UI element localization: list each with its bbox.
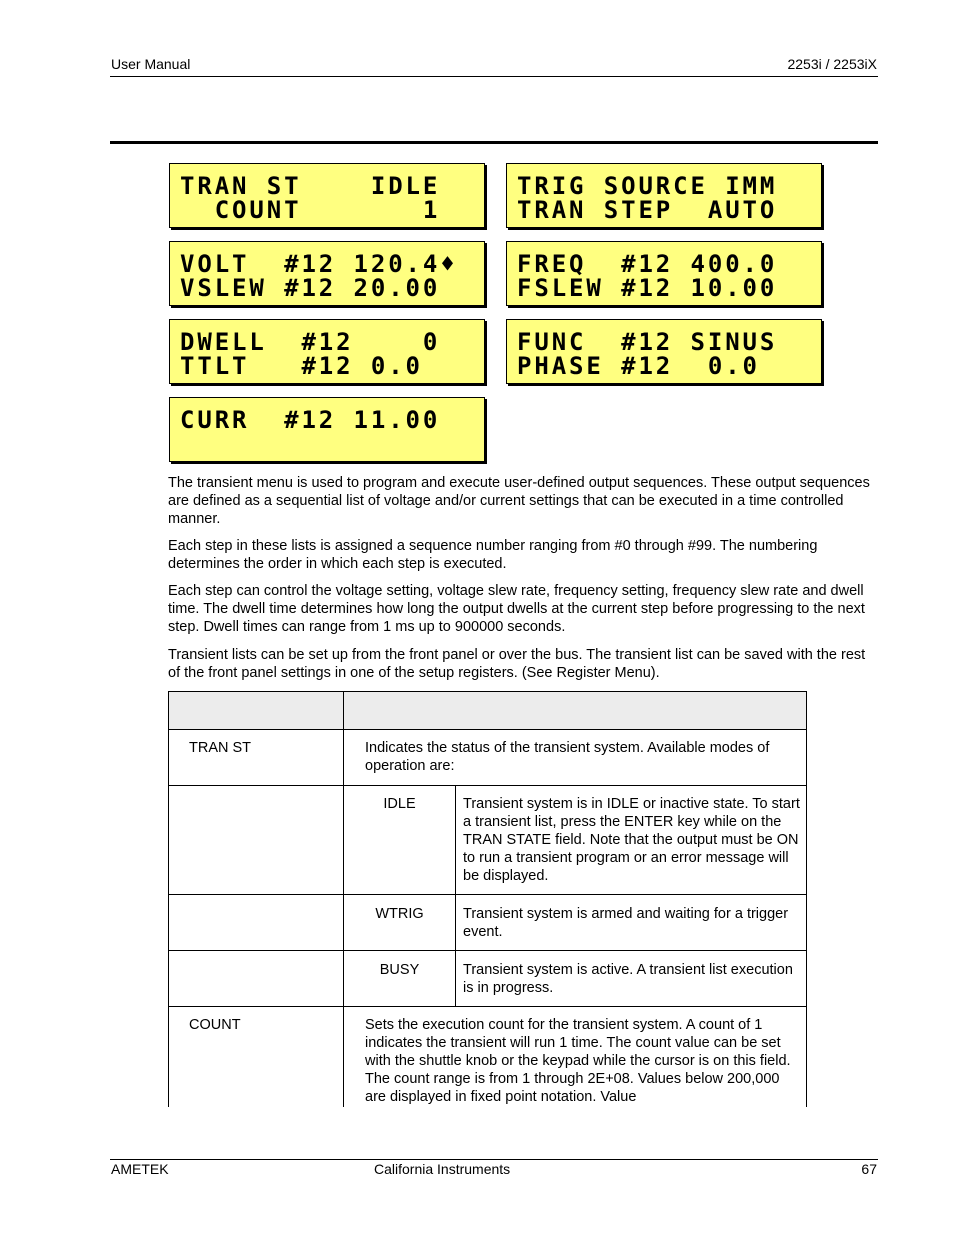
page-number: 67 — [861, 1161, 877, 1177]
lcd-line-2: COUNT 1 — [180, 196, 441, 224]
lcd-line-1: FUNC #12 SINUS — [517, 328, 778, 356]
lcd-line-1: CURR #12 11.00 — [180, 406, 441, 434]
footer-rule — [110, 1159, 878, 1160]
lcd-line-2: FSLEW #12 10.00 — [517, 274, 778, 302]
lcd-screen-func — [506, 319, 822, 384]
lcd-line-1: FREQ #12 400.0 — [517, 250, 778, 278]
lcd-line-2: TRAN STEP AUTO — [517, 196, 778, 224]
lcd-screen-trig-source — [506, 163, 822, 228]
table-divider — [169, 785, 807, 786]
table-entry-description: Sets the execution count for the transient system. A count of 1 indicates the transient will run 1 time. The count value can be set with the shuttle knob or the keypad while the cursor is on this field. The count range is from 1 through 2E+08. Values below 200,000 are displayed in fixed point notation. Value — [365, 1017, 791, 1105]
table-mode-name: IDLE — [383, 796, 416, 812]
table-header-cell — [344, 692, 807, 729]
table-entry-name: TRAN ST — [189, 740, 252, 756]
table-entry-description: Indicates the status of the transient system. Available modes of operation are: — [365, 740, 770, 774]
lcd-line-1: VOLT #12 120.4♦ — [180, 250, 458, 278]
table-mode-description: Transient system is active. A transient list execution is in progress. — [463, 962, 793, 996]
table-divider — [455, 785, 456, 1006]
lcd-line-1: DWELL #12 0 — [180, 328, 441, 356]
table-mode-name: WTRIG — [375, 906, 424, 922]
table-mode-name: BUSY — [379, 962, 420, 978]
body-paragraph: The transient menu is used to program and execute user-defined output sequences. These output sequences are defined as a sequential list of voltage and/or current settings that can be executed in a time controlled manner. — [168, 475, 870, 527]
body-paragraph: Transient lists can be set up from the front panel or over the bus. The transient list can be saved with the rest of the front panel settings in one of the setup registers. (See Register Menu). — [168, 647, 866, 681]
header-model: 2253i / 2253iX — [787, 56, 877, 72]
lcd-screen-dwell — [169, 319, 485, 384]
table-mode-description: Transient system is armed and waiting for a trigger event. — [463, 906, 789, 940]
lcd-screen-curr — [169, 397, 485, 462]
table-divider — [169, 729, 807, 730]
lcd-line-1: TRIG SOURCE IMM — [517, 172, 778, 200]
table-mode-description: Transient system is in IDLE or inactive state. To start a transient list, press the ENTER key while on the TRAN STATE field. Note that the output must be ON to run a transient program or an error message will be displayed. — [463, 796, 800, 884]
body-paragraph: Each step in these lists is assigned a sequence number ranging from #0 through #99. The numbering determines the order in which each step is executed. — [168, 538, 818, 572]
lcd-screen-freq — [506, 241, 822, 306]
lcd-line-2: VSLEW #12 20.00 — [180, 274, 441, 302]
table-divider — [343, 692, 344, 1107]
lcd-screen-tran-st — [169, 163, 485, 228]
header-doc-title: User Manual — [111, 56, 191, 72]
table-header-cell — [169, 692, 344, 729]
settings-table — [168, 691, 807, 1107]
lcd-line-2: TTLT #12 0.0 — [180, 352, 423, 380]
table-divider — [169, 894, 807, 895]
footer-division: California Instruments — [374, 1161, 511, 1177]
table-divider — [169, 950, 807, 951]
lcd-screen-volt — [169, 241, 485, 306]
body-paragraph: Each step can control the voltage setting, voltage slew rate, frequency setting, frequency slew rate and dwell time. The dwell time determines how long the output dwells at the current step before progressing to the next step. Dwell times can range from 1 ms up to 900000 seconds. — [168, 583, 865, 635]
lcd-line-2: PHASE #12 0.0 — [517, 352, 760, 380]
header-rule — [110, 76, 878, 77]
table-divider — [169, 1006, 807, 1007]
section-rule — [110, 141, 878, 144]
lcd-line-1: TRAN ST IDLE — [180, 172, 441, 200]
footer-company: AMETEK — [111, 1161, 169, 1177]
table-entry-name: COUNT — [189, 1017, 241, 1033]
